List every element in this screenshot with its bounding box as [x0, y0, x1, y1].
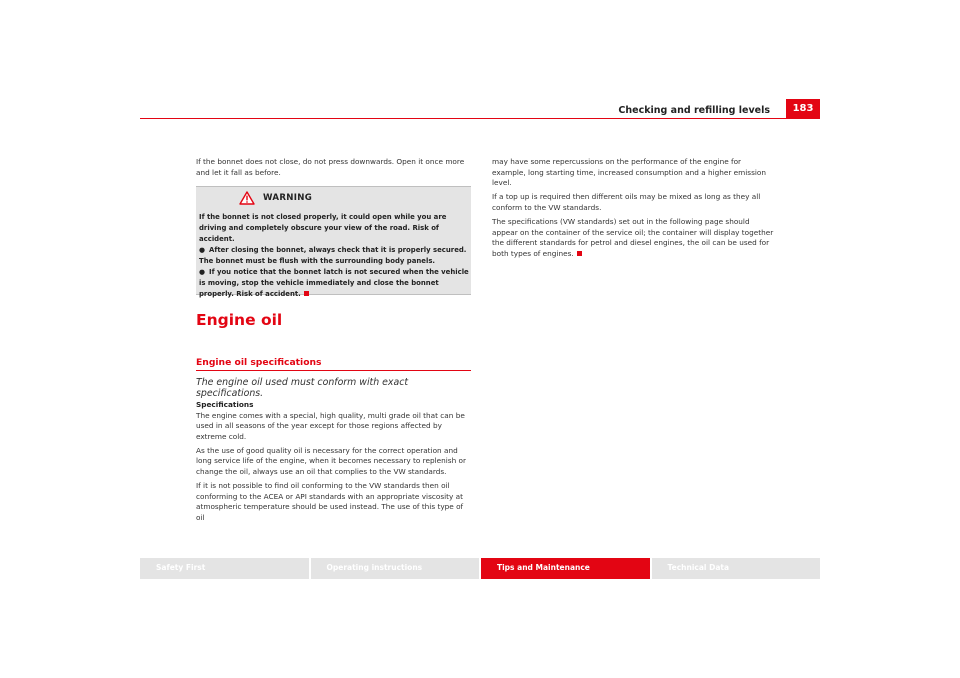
tab-operating-instructions[interactable]: Operating instructions	[311, 558, 480, 579]
tab-safety-first[interactable]: Safety First	[140, 558, 309, 579]
body-paragraph: The specifications (VW standards) set out in the following page should appear on the container of the service oil; the container will display together the different standards for petrol and diesel engines, the oil can be used for both types of engines.	[492, 216, 774, 258]
intro-paragraph: If the bonnet does not close, do not press downwards. Open it once more and let it fall as before.	[196, 157, 465, 177]
header-rule	[140, 118, 820, 119]
tab-tips-and-maintenance[interactable]: Tips and Maintenance	[481, 558, 650, 579]
body-paragraph: If it is not possible to find oil conforming to the VW standards then oil conforming to the ACEA or API standards with an appropriate viscosity at atmospheric temperature should be used instead. The use of this type of oil	[196, 481, 464, 522]
body-paragraph: As the use of good quality oil is necessary for the correct operation and long service life of the engine, when it becomes necessary to replenish or change the oil, always use an oil that complies to the VW standards.	[196, 445, 466, 477]
warning-body	[199, 212, 469, 300]
specifications-body	[196, 400, 471, 527]
body-paragraph: If a top up is required then different oils may be mixed as long as they all conform to the VW standards.	[492, 192, 761, 212]
bullet-icon: ●	[199, 246, 206, 254]
subsection-rule	[196, 370, 471, 371]
warning-line: If the bonnet is not closed properly, it could open while you are driving and completely obscure your view of the road. Risk of accident.	[199, 213, 447, 243]
warning-triangle-icon	[239, 191, 255, 205]
right-column	[492, 157, 777, 263]
section-title: Engine oil	[196, 311, 283, 329]
warning-header	[196, 187, 471, 209]
body-paragraph: may have some repercussions on the performance of the engine for example, long starting time, increased consumption and a higher emission level.	[492, 157, 767, 188]
warning-bullet: ● After closing the bonnet, always check that it is properly secured. The bonnet must be flush with the surrounding body panels.	[199, 246, 467, 265]
subsection-title: Engine oil specifications	[196, 357, 322, 368]
warning-title: WARNING	[263, 193, 313, 203]
chapter-title: Checking and refilling levels	[618, 105, 770, 116]
end-square-icon	[304, 291, 309, 296]
footer-nav	[140, 558, 820, 579]
page-number: 183	[786, 99, 820, 119]
bullet-icon: ●	[199, 268, 206, 276]
body-paragraph: The engine comes with a special, high quality, multi grade oil that can be used in all seasons of the year except for those regions affected by extreme cold.	[196, 410, 465, 441]
left-column-intro	[196, 157, 471, 182]
warning-box	[196, 186, 471, 298]
end-square-icon	[577, 251, 582, 256]
specifications-label: Specifications	[196, 400, 254, 409]
tab-technical-data[interactable]: Technical Data	[652, 558, 821, 579]
warning-bullet: ● If you notice that the bonnet latch is not secured when the vehicle is moving, stop the vehicle immediately and close the bonnet properly. Risk of accident.	[199, 268, 469, 298]
lead-sentence: The engine oil used must conform with exact specifications.	[196, 377, 409, 399]
